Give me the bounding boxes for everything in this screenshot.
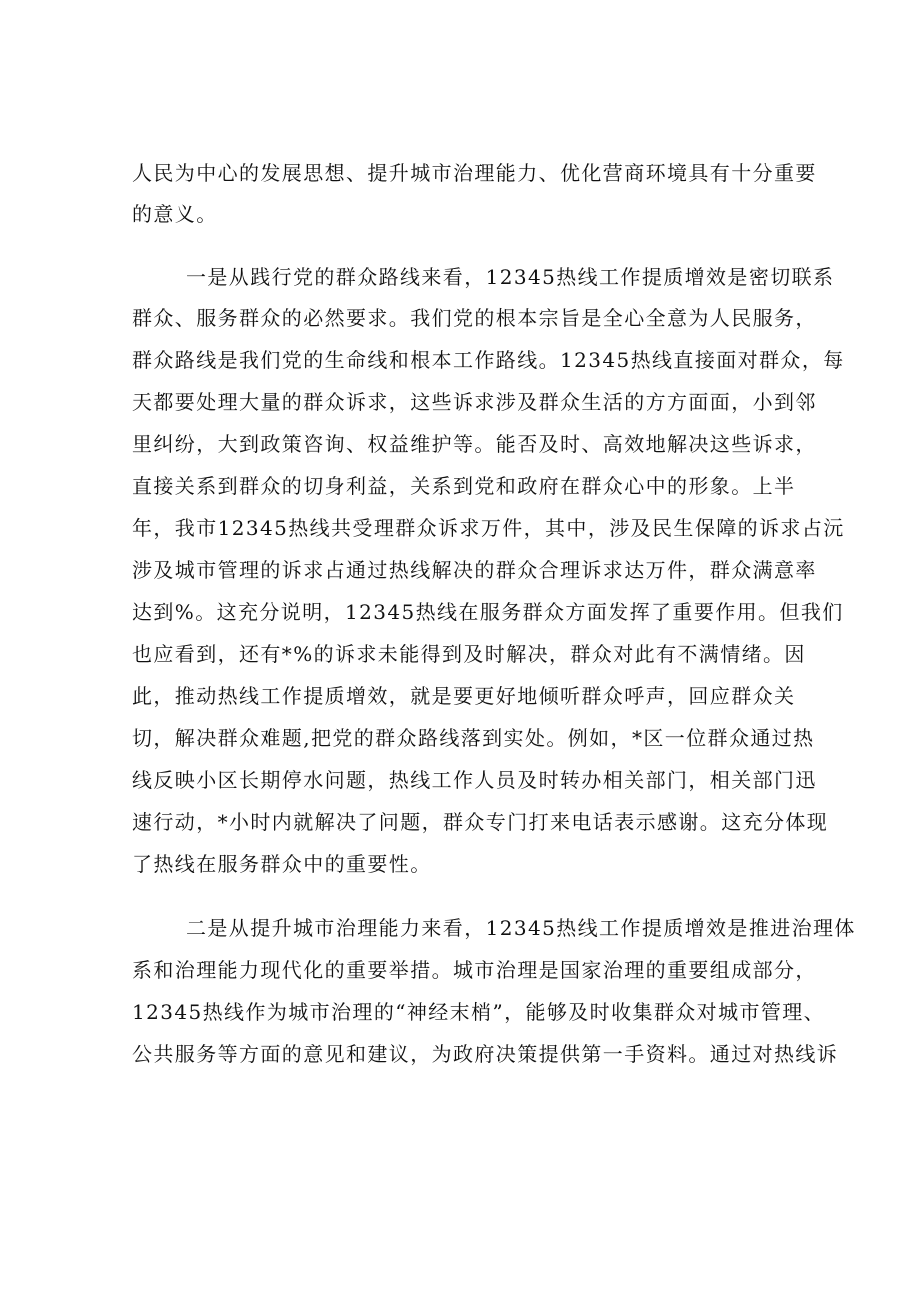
body-text-line: 也应看到，还有*%的诉求未能得到及时解决，群众对此有不满情绪。因 xyxy=(132,642,806,666)
body-text-line: 达到%。这充分说明，12345热线在服务群众方面发挥了重要作用。但我们 xyxy=(132,600,844,624)
body-text-line: 12345热线作为城市治理的“神经末梢”，能够及时收集群众对城市管理、 xyxy=(132,1000,826,1024)
body-text-line: 了热线在服务群众中的重要性。 xyxy=(132,852,432,876)
paragraph-two-first-line: 二是从提升城市治理能力来看，12345热线工作提质增效是推进治理体 xyxy=(186,916,856,940)
paragraph-one-first-line: 一是从践行党的群众路线来看，12345热线工作提质增效是密切联系 xyxy=(186,265,835,289)
body-text-line: 直接关系到群众的切身利益，关系到党和政府在群众心中的形象。上半 xyxy=(132,474,796,498)
body-text-line: 此，推动热线工作提质增效，就是要更好地倾听群众呼声，回应群众关 xyxy=(132,684,796,708)
body-text-line: 年，我市12345热线共受理群众诉求万件，其中，涉及民生保障的诉求占沅 xyxy=(132,516,845,540)
body-text-line: 速行动，*小时内就解决了问题，群众专门打来电话表示感谢。这充分体现 xyxy=(132,810,829,834)
body-text-line: 人民为中心的发展思想、提升城市治理能力、优化营商环境具有十分重要 xyxy=(132,161,817,185)
body-text-line: 线反映小区长期停水问题，热线工作人员及时转办相关部门，相关部门迅 xyxy=(132,768,817,792)
body-text-line: 系和治理能力现代化的重要举措。城市治理是国家治理的重要组成部分， xyxy=(132,958,817,982)
body-text-line: 群众、服务群众的必然要求。我们党的根本宗旨是全心全意为人民服务， xyxy=(132,306,817,330)
body-text-line: 涉及城市管理的诉求占通过热线解决的群众合理诉求达万件，群众满意率 xyxy=(132,558,817,582)
body-text-line: 的意义。 xyxy=(132,202,218,226)
body-text-line: 公共服务等方面的意见和建议，为政府决策提供第一手资料。通过对热线诉 xyxy=(132,1042,839,1066)
body-text-line: 切，解决群众难题,把党的群众路线落到实处。例如，*区一位群众通过热 xyxy=(132,726,815,750)
body-text-line: 天都要处理大量的群众诉求，这些诉求涉及群众生活的方方面面，小到邻 xyxy=(132,390,817,414)
body-text-line: 里纠纷，大到政策咨询、权益维护等。能否及时、高效地解决这些诉求， xyxy=(132,432,817,456)
body-text-line: 群众路线是我们党的生命线和根本工作路线。12345热线直接面对群众，每 xyxy=(132,348,845,372)
